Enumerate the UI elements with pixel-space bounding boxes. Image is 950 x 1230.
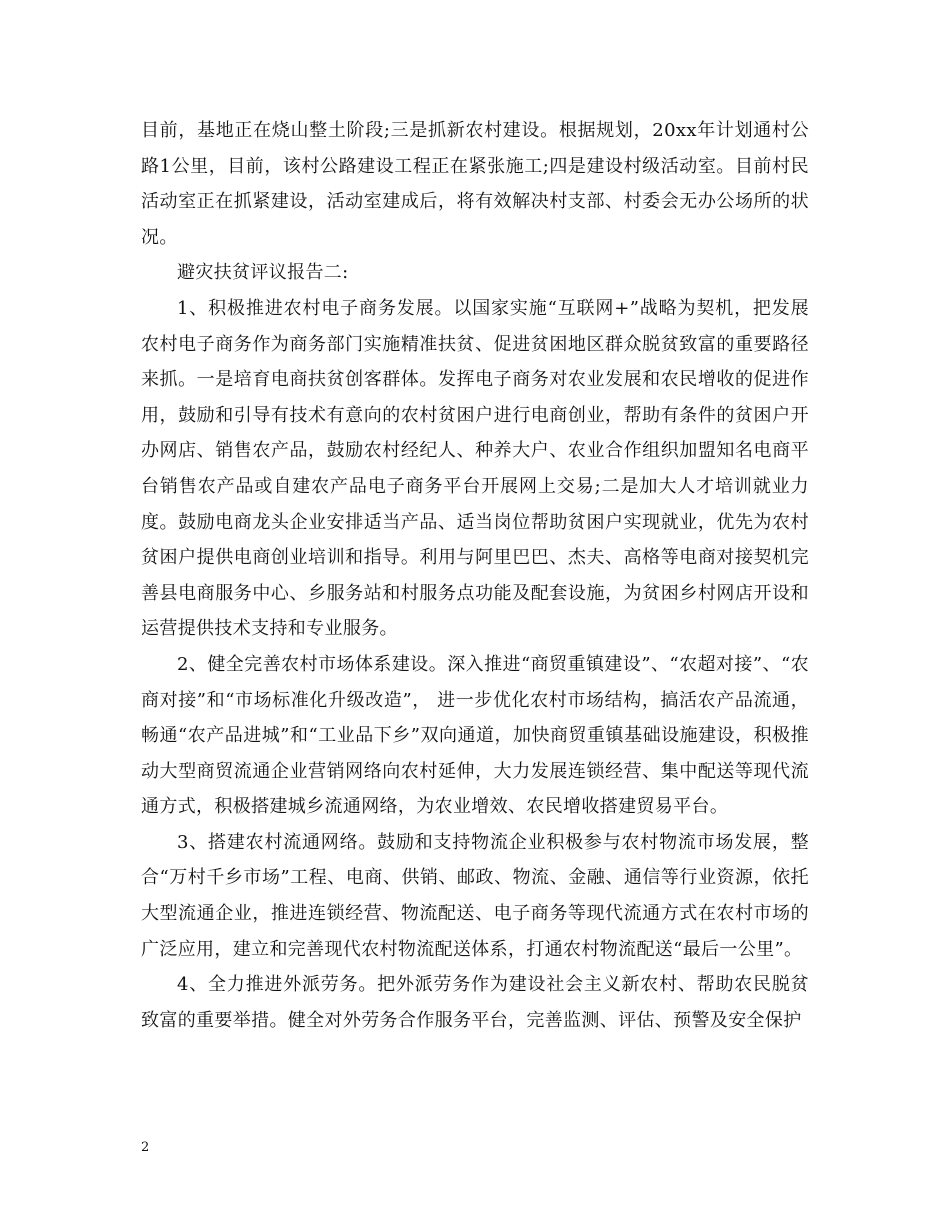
paragraph-market-system: 2、健全完善农村市场体系建设。深入推进“商贸重镇建设”、“农超对接”、“农商对接”和“市场标准化升级改造”， 进一步优化农村市场结构，搞活农产品流通，畅通“农产品进城”和“工业品下乡”双向通道，加快商贸重镇基础设施建设，积极推动大型商贸流通企业营销网络向农村延伸，大力发展连锁经营、集中配送等现代流通方式，积极搭建城乡流通网络，为农业增效、农民增收搭建贸易平台。 bbox=[141, 653, 809, 818]
section-heading: 避灾扶贫评议报告二: bbox=[177, 262, 349, 284]
paragraph-logistics-network: 3、搭建农村流通网络。鼓励和支持物流企业积极参与农村物流市场发展，整合“万村千乡市场”工程、电商、供销、邮政、物流、金融、通信等行业资源，依托大型流通企业，推进连锁经营、物流配送、电子商务等现代流通方式在农村市场的广泛应用，建立和完善现代农村物流配送体系，打通农村物流配送“最后一公里”。 bbox=[141, 831, 809, 960]
document-body bbox=[141, 113, 809, 1038]
page-number: 2 bbox=[141, 1140, 150, 1155]
paragraph-continuation: 目前，基地正在烧山整土阶段;三是抓新农村建设。根据规划，20xx年计划通村公路1公里，目前，该村公路建设工程正在紧张施工;四是建设村级活动室。目前村民活动室正在抓紧建设，活动室建成后，将有效解决村支部、村委会无办公场所的状况。 bbox=[141, 120, 809, 248]
paragraph-labor-export: 4、全力推进外派劳务。把外派劳务作为建设社会主义新农村、帮助农民脱贫致富的重要举措。健全对外劳务合作服务平台，完善监测、评估、预警及安全保护 bbox=[141, 974, 809, 1031]
paragraph-ecommerce: 1、积极推进农村电子商务发展。以国家实施“互联网+”战略为契机，把发展农村电子商务作为商务部门实施精准扶贫、促进贫困地区群众脱贫致富的重要路径来抓。一是培育电商扶贫创客群体。发挥电子商务对农业发展和农民增收的促进作用，鼓励和引导有技术有意向的农村贫困户进行电商创业，帮助有条件的贫困户开办网店、销售农产品，鼓励农村经纪人、种养大户、农业合作组织加盟知名电商平台销售农产品或自建农产品电子商务平台开展网上交易;二是加大人才培训就业力度。鼓励电商龙头企业安排适当产品、适当岗位帮助贫困户实现就业，优先为农村贫困户提供电商创业培训和指导。利用与阿里巴巴、杰夫、高格等电商对接契机完善县电商服务中心、乡服务站和村服务点功能及配套设施，为贫困乡村网店开设和运营提供技术支持和专业服务。 bbox=[141, 297, 809, 640]
